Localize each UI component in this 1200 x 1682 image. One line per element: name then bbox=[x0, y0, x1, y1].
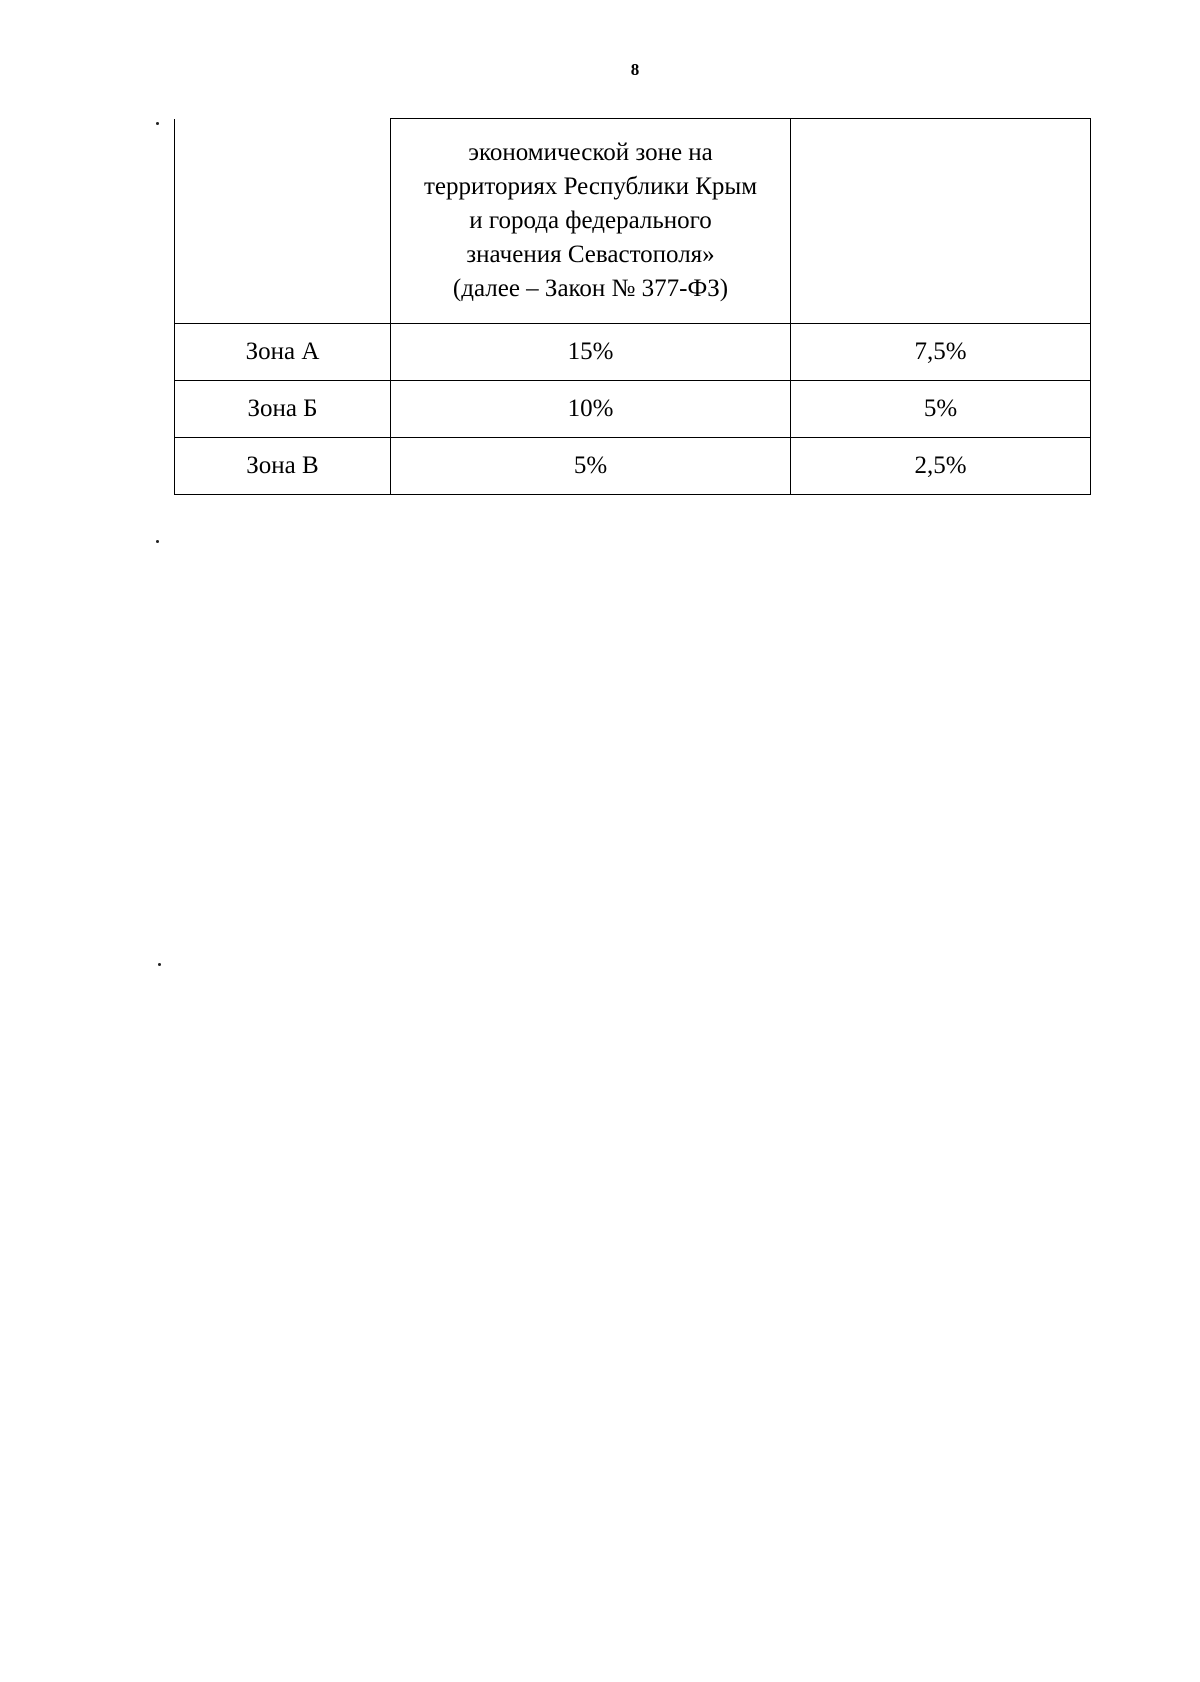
scan-speck bbox=[158, 963, 161, 966]
header-cell-reduced-rate bbox=[791, 119, 1091, 324]
reduced-rate-cell: 2,5% bbox=[791, 438, 1091, 495]
zone-cell: Зона Б bbox=[175, 381, 391, 438]
table-header-continuation bbox=[175, 119, 1091, 324]
header-line: и города федерального bbox=[469, 207, 712, 234]
reduced-rate-cell: 7,5% bbox=[791, 324, 1091, 381]
page-number: 8 bbox=[630, 60, 640, 79]
table-row bbox=[175, 381, 1091, 438]
header-line: экономической зоне на bbox=[468, 139, 713, 166]
scan-speck bbox=[156, 540, 159, 543]
zone-rates-table bbox=[174, 118, 1091, 495]
header-line: (далее – Закон № 377-ФЗ) bbox=[452, 275, 729, 302]
table-row bbox=[175, 438, 1091, 495]
table-row bbox=[175, 324, 1091, 381]
header-line: территориях Республики Крым bbox=[423, 173, 758, 200]
zone-cell: Зона В bbox=[175, 438, 391, 495]
header-cell-law-rate bbox=[391, 119, 791, 324]
header-cell-zone bbox=[175, 119, 391, 324]
rate-cell: 15% bbox=[391, 324, 791, 381]
rate-cell: 10% bbox=[391, 381, 791, 438]
scan-speck bbox=[156, 122, 159, 125]
reduced-rate-cell: 5% bbox=[791, 381, 1091, 438]
header-line: значения Севастополя» bbox=[466, 241, 715, 268]
zone-cell: Зона А bbox=[175, 324, 391, 381]
rate-cell: 5% bbox=[391, 438, 791, 495]
